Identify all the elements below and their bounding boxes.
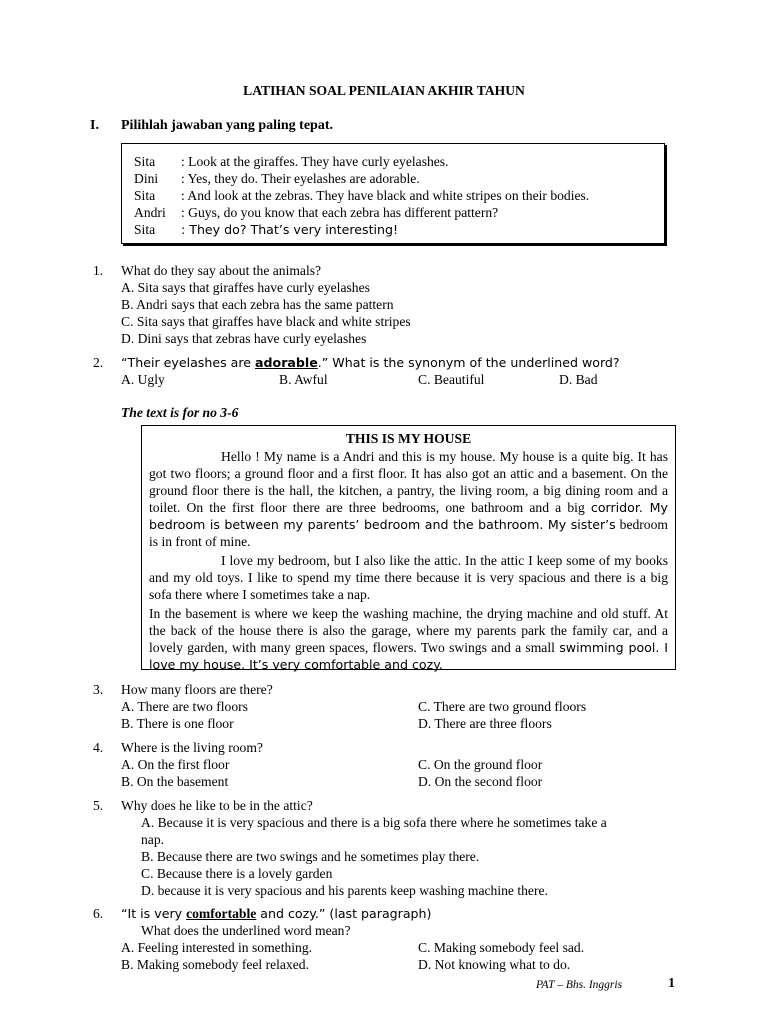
section-heading <box>90 117 333 134</box>
underlined-word: comfortable <box>186 906 257 921</box>
option-continuation: nap. <box>141 832 165 847</box>
option: B. Andri says that each zebra has the same pattern <box>121 297 394 312</box>
option: A. Feeling interested in something. <box>121 940 313 955</box>
dialog-line <box>134 221 664 238</box>
option: A. Sita says that giraffes have curly eyelashes <box>121 280 370 295</box>
underlined-word: adorable <box>255 355 318 370</box>
option: B. Because there are two swings and he sometimes play there. <box>141 849 480 864</box>
question-number: 6. <box>93 906 104 921</box>
dialog-line <box>134 204 664 221</box>
dialog-line <box>134 170 664 187</box>
page-number: 1 <box>668 976 675 991</box>
option: C. Sita says that giraffes have black and white stripes <box>121 314 411 329</box>
option: A. Ugly <box>121 372 165 387</box>
question-number: 3. <box>93 682 104 697</box>
option: C. Making somebody feel sad. <box>418 940 585 955</box>
text-intro: The text is for no 3-6 <box>121 405 239 420</box>
option: B. Making somebody feel relaxed. <box>121 957 309 972</box>
option: D. Dini says that zebras have curly eyelashes <box>121 331 367 346</box>
dialog-box <box>121 143 665 244</box>
dialog-speaker: Andri <box>134 205 166 220</box>
option: D. Not knowing what to do. <box>418 957 571 972</box>
option: A. There are two floors <box>121 699 248 714</box>
question-text-after: .” What is the synonym of the underlined word? <box>317 355 620 370</box>
option: D. There are three floors <box>418 716 552 731</box>
question-text: What do they say about the animals? <box>121 263 322 278</box>
question-subtext: What does the underlined word mean? <box>141 923 351 938</box>
option: C. On the ground floor <box>418 757 543 772</box>
reading-text: In the basement is where we keep the washing machine, the drying machine and old stuff. At the back of the house there is also the garage, where my parents park the family car, and a lovely garden, with many green spaces, flowers. Two swings and a small <box>149 606 668 655</box>
question-number: 1. <box>93 263 104 278</box>
option: B. There is one floor <box>121 716 234 731</box>
question-text <box>121 905 431 922</box>
page-title: LATIHAN SOAL PENILAIAN AKHIR TAHUN <box>243 83 525 98</box>
options <box>121 279 411 347</box>
section-number: I. <box>90 118 99 133</box>
option: A. On the first floor <box>121 757 230 772</box>
dialog-speaker: Sita <box>134 188 156 203</box>
reading-title: THIS IS MY HOUSE <box>345 431 472 446</box>
option: C. Beautiful <box>418 372 485 387</box>
option: C. There are two ground floors <box>418 699 587 714</box>
question-number: 2. <box>93 355 104 370</box>
reading-box <box>141 425 676 670</box>
dialog-speaker: Dini <box>134 171 159 186</box>
question-text-before: “It is very <box>121 906 187 921</box>
question-text-before: “Their eyelashes are <box>121 355 256 370</box>
reading-paragraph <box>149 448 668 550</box>
reading-text: swimming pool. I love my house. It’s very comfortable and cozy. <box>149 640 669 672</box>
dialog-line <box>134 187 664 204</box>
question-text: Where is the living room? <box>121 740 263 755</box>
section-instruction: Pilihlah jawaban yang paling tepat. <box>121 118 333 133</box>
question-text: How many floors are there? <box>121 682 273 697</box>
option: D. because it is very spacious and his parents keep washing machine there. <box>141 883 548 898</box>
option: C. Because there is a lovely garden <box>141 866 333 881</box>
dialog-text: : And look at the zebras. They have black and white stripes on their bodies. <box>181 188 590 203</box>
option: D. Bad <box>559 372 598 387</box>
dialog-speaker: Sita <box>134 154 156 169</box>
option: B. Awful <box>279 372 328 387</box>
dialog-speaker: Sita <box>134 222 156 237</box>
reading-text: corridor. My bedroom is between my parents’ bedroom and the bathroom. My sister’s <box>149 500 668 532</box>
option: B. On the basement <box>121 774 229 789</box>
reading-text: Hello ! My name is a Andri and this is my house. My house is a quite big. It has got two floors; a ground floor and a first floor. It has also got an attic and a basement. On the ground floor there is the hall, the kitchen, a pantry, the living room, a big dining room and a toilet. On the first floor there are three bedrooms, one bathroom and a big <box>149 449 668 515</box>
option: D. On the second floor <box>418 774 543 789</box>
question-text-after: and cozy.” (last paragraph) <box>256 906 432 921</box>
option: A. Because it is very spacious and there is a big sofa there where he sometimes take a <box>141 815 607 830</box>
dialog-text: : Guys, do you know that each zebra has different pattern? <box>181 205 499 220</box>
dialog-text: : Yes, they do. Their eyelashes are adorable. <box>181 171 420 186</box>
question-number: 4. <box>93 740 104 755</box>
question-text <box>121 354 620 371</box>
reading-text: bedroom is in front of mine. <box>149 517 668 549</box>
dialog-text: : Look at the giraffes. They have curly eyelashes. <box>181 154 449 169</box>
footer-text: PAT – Bhs. Inggris <box>536 979 623 991</box>
dialog-line <box>134 153 664 170</box>
dialog-text: : They do? That’s very interesting! <box>181 222 399 237</box>
options <box>141 814 607 899</box>
reading-paragraph <box>149 605 668 673</box>
question-text: Why does he like to be in the attic? <box>121 798 313 813</box>
reading-paragraph: I love my bedroom, but I also like the attic. In the attic I keep some of my books and my old toys. I like to spend my time there because it is very spacious and there is a big sofa there where I sometimes take a nap. <box>149 553 668 602</box>
question-number: 5. <box>93 798 104 813</box>
